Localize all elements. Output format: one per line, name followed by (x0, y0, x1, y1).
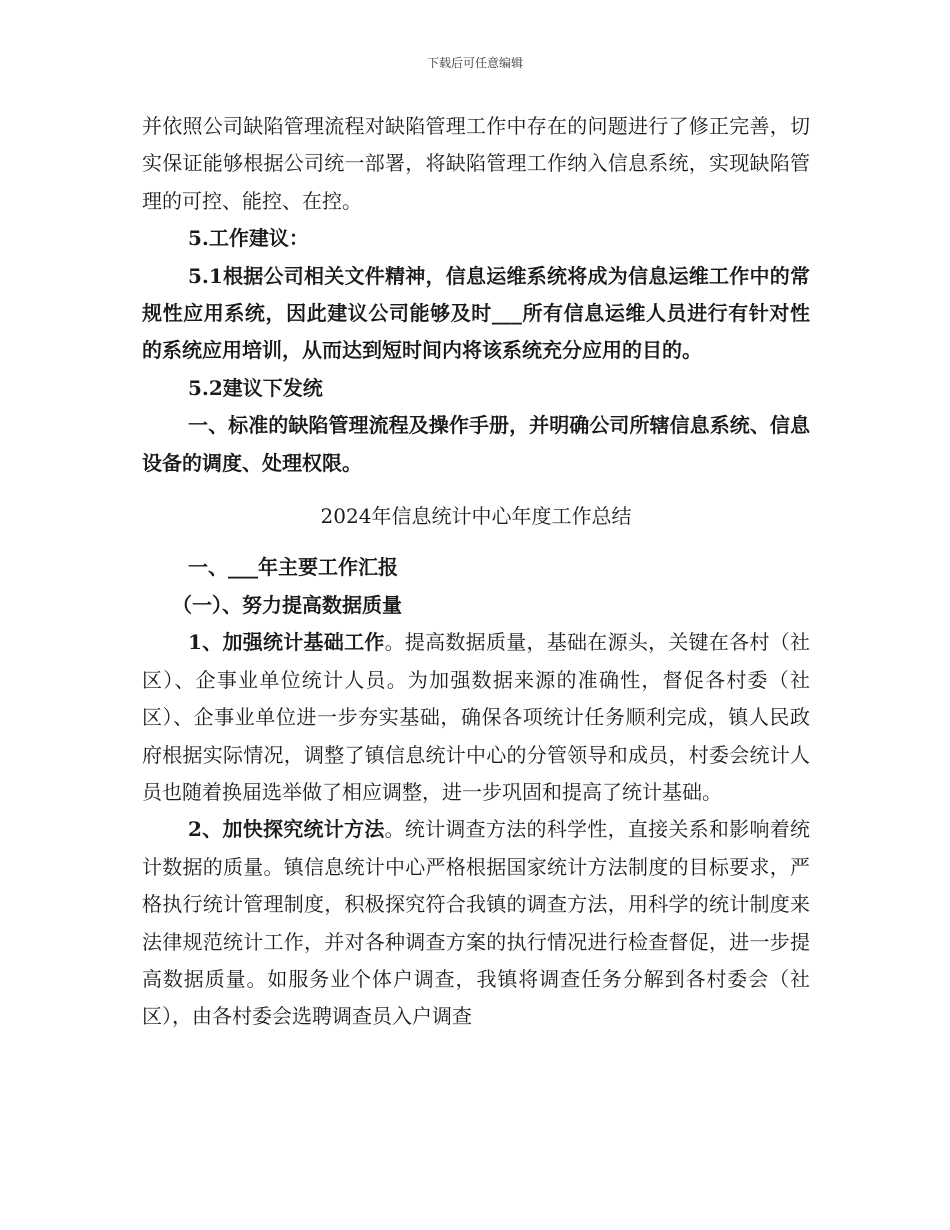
paragraph-lead: 1、加强统计基础工作 (188, 630, 385, 655)
document-body (142, 108, 810, 1036)
paragraph-text: 。统计调查方法的科学性，直接关系和影响着统计数据的质量。镇信息统计中心严格根据国家统计方法制度的目标要求，严格执行统计管理制度，积极探究符合我镇的调查方法，用科学的统计制度来法律规范统计工作，并对各种调查方案的执行情况进行检查督促，进一步提高数据质量。如服务业个体户调查，我镇将调查任务分解到各村委会（社区），由各村委会选聘调查员入户调查 (142, 817, 810, 1029)
paragraph-text: 。提高数据质量，基础在源头，关键在各村（社区）、企事业单位统计人员。为加强数据来源的准确性，督促各村委（社区）、企事业单位进一步夯实基础，确保各项统计任务顺利完成，镇人民政府根据实际情况，调整了镇信息统计中心的分管领导和成员，村委会统计人员也随着换届选举做了相应调整，进一步巩固和提高了统计基础。 (142, 630, 810, 804)
suggestion-item-one: 一、标准的缺陷管理流程及操作手册，并明确公司所辖信息系统、信息设备的调度、处理权限。 (142, 413, 810, 475)
subsection-heading-data-quality: （一）、努力提高数据质量 (172, 592, 402, 617)
paragraph-lead: 2、加快探究统计方法 (188, 817, 385, 842)
page-header: 下载后可任意编辑 (426, 56, 523, 70)
suggestion-5-1: 5.1根据公司相关文件精神，信息运维系统将成为信息运维工作中的常规性应用系统，因此建议公司能够及时___所有信息运维人员进行有针对性的系统应用培训，从而达到短时间内将该系统充分应用的目的。 (142, 263, 810, 363)
paragraph-statistics-foundation (142, 624, 810, 811)
section-heading-main-work: 一、___年主要工作汇报 (188, 555, 398, 580)
paragraph-continuation: 并依照公司缺陷管理流程对缺陷管理工作中存在的问题进行了修正完善，切实保证能够根据公司统一部署，将缺陷管理工作纳入信息系统，实现缺陷管理的可控、能控、在控。 (142, 114, 810, 213)
paragraph-statistics-methods (142, 811, 810, 1035)
document-title: 2024年信息统计中心年度工作总结 (320, 504, 632, 529)
suggestion-5-2: 5.2建议下发统 (188, 375, 323, 400)
section-heading-work-suggestions: 5.工作建议： (188, 226, 309, 251)
